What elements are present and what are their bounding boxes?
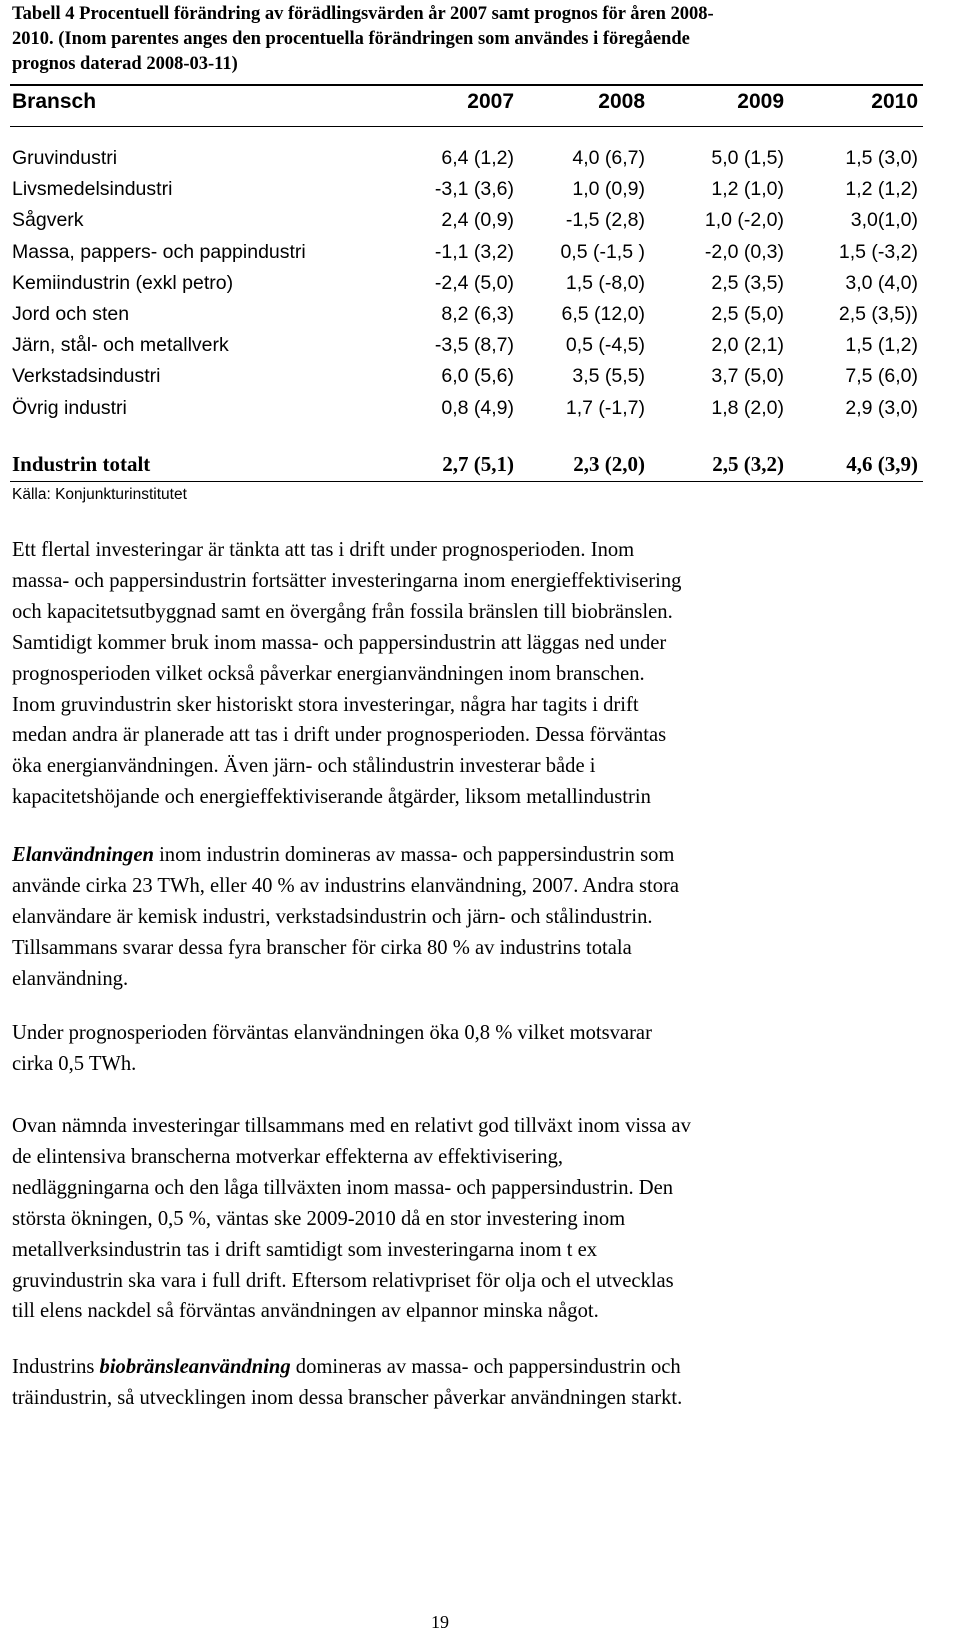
cell-2010: 1,5 (1,2) — [845, 334, 918, 357]
text-line: största ökningen, 0,5 %, väntas ske 2009-2010 då en stor investering inom — [12, 1207, 626, 1230]
cell-2008: 1,7 (-1,7) — [565, 396, 645, 419]
paragraph-biofuel — [12, 1352, 932, 1414]
paragraph-investments — [12, 535, 932, 813]
text-line: gruvindustrin ska vara i full drift. Eftersom relativpriset för olja och el utvecklas — [12, 1269, 674, 1292]
table-top-rule — [10, 84, 923, 86]
cell-2008: 0,5 (-1,5 ) — [560, 240, 645, 263]
text-line: Samtidigt kommer bruk inom massa- och pappersindustrin att läggas ned under — [12, 631, 667, 654]
text-line: Ett flertal investeringar är tänkta att tas i drift under prognosperioden. Inom — [12, 539, 635, 561]
text-line: elanvändare är kemisk industri, verkstadsindustrin och järn- och stålindustrin. — [12, 905, 653, 928]
row-name: Övrig industri — [12, 396, 127, 419]
row-name: Jord och sten — [12, 302, 130, 325]
table-row — [12, 272, 922, 303]
table-caption — [12, 2, 912, 77]
table-row — [12, 365, 922, 396]
caption-line: 2010. (Inom parentes anges den procentuella förändringen som användes i föregående — [12, 29, 690, 49]
cell-2009: 2,5 (3,5) — [711, 271, 784, 294]
table-body — [12, 147, 922, 428]
cell-2010: 1,2 (1,2) — [845, 178, 918, 201]
table-bottom-rule — [10, 481, 923, 482]
text-line: Tillsammans svarar dessa fyra branscher för cirka 80 % av industrins totala — [12, 936, 632, 959]
emphasis-term: biobränsleanvändning — [99, 1356, 291, 1378]
total-2008: 2,3 (2,0) — [573, 452, 645, 476]
cell-2009: 2,0 (2,1) — [711, 334, 784, 357]
table-row — [12, 241, 922, 272]
caption-line: Tabell 4 Procentuell förändring av förädlingsvärden år 2007 samt prognos för åren 2008- — [12, 4, 714, 24]
total-2010: 4,6 (3,9) — [846, 452, 918, 476]
paragraph-forecast — [12, 1018, 932, 1080]
cell-2009: 1,8 (2,0) — [711, 396, 784, 419]
cell-2007: -3,1 (3,6) — [434, 178, 514, 201]
cell-2008: 0,5 (-4,5) — [565, 334, 645, 357]
cell-2010: 3,0 (4,0) — [845, 271, 918, 294]
text-line: Inom gruvindustrin sker historiskt stora investeringar, några har tagits i drift — [12, 693, 639, 716]
row-name: Gruvindustri — [12, 147, 118, 169]
cell-2008: 1,0 (0,9) — [572, 178, 645, 201]
text-line: massa- och pappersindustrin fortsätter investeringarna inom energieffektivisering — [12, 569, 682, 592]
text-line: kapacitetshöjande och energieffektiviserande åtgärder, liksom metallindustrin — [12, 786, 651, 809]
header-2008: 2008 — [598, 90, 645, 113]
text-fragment: Industrins — [12, 1356, 100, 1378]
cell-2007: 6,4 (1,2) — [441, 147, 514, 169]
total-2009: 2,5 (3,2) — [712, 452, 784, 476]
text-line: medan andra är planerade att tas i drift under prognosperioden. Dessa förväntas — [12, 724, 667, 747]
cell-2008: 4,0 (6,7) — [572, 147, 645, 169]
text-fragment: inom industrin domineras av massa- och pappersindustrin som — [153, 844, 675, 866]
cell-2010: 7,5 (6,0) — [845, 365, 918, 388]
table-header-row — [12, 90, 922, 120]
table-total-row — [12, 452, 922, 482]
cell-2009: 1,0 (-2,0) — [704, 209, 784, 232]
cell-2007: 0,8 (4,9) — [441, 396, 514, 419]
cell-2010: 1,5 (-3,2) — [838, 240, 918, 263]
cell-2010: 2,9 (3,0) — [845, 396, 918, 419]
page-number: 19 — [431, 1612, 449, 1632]
cell-2009: 5,0 (1,5) — [711, 147, 784, 169]
header-2009: 2009 — [737, 90, 784, 113]
cell-2007: 6,0 (5,6) — [441, 365, 514, 388]
text-line — [12, 840, 932, 871]
cell-2008: 3,5 (5,5) — [572, 365, 645, 388]
row-name: Livsmedelsindustri — [12, 178, 173, 201]
cell-2007: 2,4 (0,9) — [441, 209, 514, 232]
table-row — [12, 397, 922, 428]
text-fragment: domineras av massa- och pappersindustrin och — [290, 1356, 681, 1378]
cell-2007: -1,1 (3,2) — [434, 240, 514, 263]
text-line: till elens nackdel så förväntas användningen av elpannor minska något. — [12, 1300, 599, 1323]
row-name: Sågverk — [12, 209, 84, 232]
table-row — [12, 334, 922, 365]
text-line: träindustrin, så utvecklingen inom dessa branscher påverkar användningen starkt. — [12, 1386, 683, 1409]
caption-line: prognos daterad 2008-03-11) — [12, 54, 238, 74]
cell-2009: 1,2 (1,0) — [711, 178, 784, 201]
text-line: elanvändning. — [12, 967, 129, 990]
cell-2007: -3,5 (8,7) — [434, 334, 514, 357]
total-label: Industrin totalt — [12, 452, 151, 476]
row-name: Järn, stål- och metallverk — [12, 334, 229, 357]
header-bottom-rule — [10, 126, 923, 127]
paragraph-investments-growth — [12, 1111, 932, 1327]
text-line: och kapacitetsutbyggnad samt en övergång från fossila bränslen till biobränslen. — [12, 600, 673, 623]
header-bransch: Bransch — [12, 90, 97, 113]
cell-2009: 2,5 (5,0) — [711, 302, 784, 325]
total-2007: 2,7 (5,1) — [442, 452, 514, 476]
text-line: nedläggningarna och den låga tillväxten inom massa- och pappersindustrin. Den — [12, 1176, 674, 1199]
row-name: Kemiindustrin (exkl petro) — [12, 271, 234, 294]
table-row — [12, 178, 922, 209]
table-row — [12, 147, 922, 178]
table-row — [12, 303, 922, 334]
text-line: de elintensiva branscherna motverkar effekterna av effektivisering, — [12, 1145, 564, 1168]
text-line: öka energianvändningen. Även järn- och stålindustrin investerar både i — [12, 755, 596, 778]
cell-2010: 2,5 (3,5)) — [838, 302, 918, 325]
text-line — [12, 1352, 932, 1383]
header-2007: 2007 — [467, 90, 514, 113]
cell-2009: 3,7 (5,0) — [711, 365, 784, 388]
table-row — [12, 209, 922, 240]
row-name: Massa, pappers- och pappindustri — [12, 240, 306, 263]
cell-2008: 1,5 (-8,0) — [565, 271, 645, 294]
cell-2010: 1,5 (3,0) — [845, 147, 918, 169]
cell-2007: 8,2 (6,3) — [441, 302, 514, 325]
cell-2008: 6,5 (12,0) — [561, 302, 645, 325]
cell-2008: -1,5 (2,8) — [565, 209, 645, 232]
cell-2010: 3,0(1,0) — [850, 209, 918, 232]
text-line: prognosperioden vilket också påverkar energianvändningen inom branschen. — [12, 662, 645, 685]
row-name: Verkstadsindustri — [12, 365, 161, 388]
table-source: Källa: Konjunkturinstitutet — [12, 486, 187, 503]
text-line: Under prognosperioden förväntas elanvändningen öka 0,8 % vilket motsvarar — [12, 1022, 652, 1044]
cell-2007: -2,4 (5,0) — [434, 271, 514, 294]
header-2010: 2010 — [871, 90, 918, 113]
text-line: metallverksindustrin tas i drift samtidigt som investeringarna inom t ex — [12, 1238, 598, 1261]
paragraph-elanvandning — [12, 840, 932, 995]
text-line: Ovan nämnda investeringar tillsammans med en relativt god tillväxt inom vissa av — [12, 1115, 691, 1137]
cell-2009: -2,0 (0,3) — [704, 240, 784, 263]
emphasis-term: Elanvändningen — [12, 844, 154, 866]
text-line: cirka 0,5 TWh. — [12, 1052, 137, 1075]
text-line: använde cirka 23 TWh, eller 40 % av industrins elanvändning, 2007. Andra stora — [12, 874, 680, 897]
